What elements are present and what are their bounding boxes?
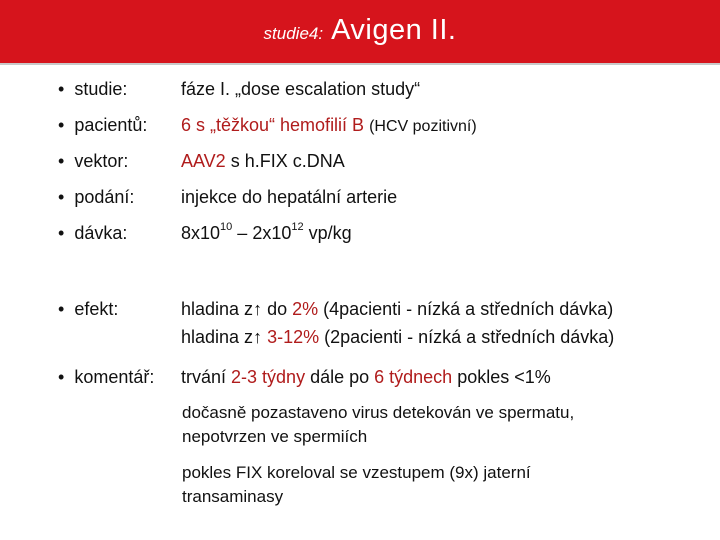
label-text: komentář: [74,367,155,387]
effect1-pre: hladina z [181,299,254,319]
dose-low-exp: 10 [220,221,233,233]
effect2-pre: hladina z [181,327,254,347]
comment-t3: dále po [305,367,375,387]
value-vektor [181,151,345,172]
bullet: • [58,367,65,387]
note-virus-line2: nepotvrzen ve spermiích [182,427,368,446]
dose-high-exp: 12 [291,221,304,233]
value-podani: injekce do hepatální arterie [181,187,398,207]
comment-t5: pokles <1% [452,367,551,387]
label-vektor [58,151,128,172]
value-davka [181,223,352,244]
label-efekt [58,299,118,320]
dose-unit: vp/kg [303,223,352,243]
dose-high-base: 2x10 [252,223,292,243]
note-fix-line1: pokles FIX koreloval se vzestupem (9x) jaterní [182,463,531,482]
comment-t1: trvání [181,367,232,387]
value-efekt-1 [181,299,613,320]
note-fix [182,461,531,509]
bullet: • [58,223,65,243]
bullet: • [58,151,65,171]
label-text: dávka: [74,223,128,243]
label-pacientu [58,115,147,136]
dose-dash: – [232,223,253,243]
effect1-mid: do [262,299,293,319]
effect1-value: 2% [292,299,319,319]
hcv-note: (HCV pozitivní) [369,118,477,135]
label-text: pacientů: [74,115,148,135]
effect2-post: (2pacienti - nízká a středních dávka) [319,327,615,347]
label-davka [58,223,127,244]
value-studie: fáze I. „dose escalation study“ [181,79,421,99]
label-text: podání: [74,187,135,207]
vector-highlight: AAV2 [181,151,226,171]
label-podani [58,187,134,208]
label-text: studie: [74,79,128,99]
label-komentar [58,367,154,388]
value-komentar [181,367,551,388]
comment-weeks: 6 týdnech [374,367,453,387]
title-prefix: studie4: [263,24,324,43]
patients-highlight: 6 s „těžkou“ hemofilií B [181,115,365,135]
label-text: vektor: [74,151,129,171]
label-text: efekt: [74,299,119,319]
bullet: • [58,115,65,135]
title-main: Avigen II. [331,14,457,46]
effect1-post: (4pacienti - nízká a středních dávka) [318,299,614,319]
label-studie [58,79,127,100]
comment-duration: 2-3 týdny [231,367,306,387]
value-pacientu [181,115,477,136]
note-virus-line1: dočasně pozastaveno virus detekován ve spermatu, [182,403,575,422]
slide-title [0,14,720,47]
up-arrow-icon: ↑ [253,327,263,347]
vector-rest: s h.FIX c.DNA [230,151,345,171]
dose-low-base: 8x10 [181,223,221,243]
bullet: • [58,79,65,99]
effect2-value: 3-12% [262,327,320,347]
value-efekt-2 [181,327,614,348]
title-bar [0,0,720,65]
bullet: • [58,187,65,207]
note-fix-line2: transaminasy [182,487,284,506]
up-arrow-icon: ↑ [253,299,263,319]
bullet: • [58,299,65,319]
note-virus [182,401,574,449]
